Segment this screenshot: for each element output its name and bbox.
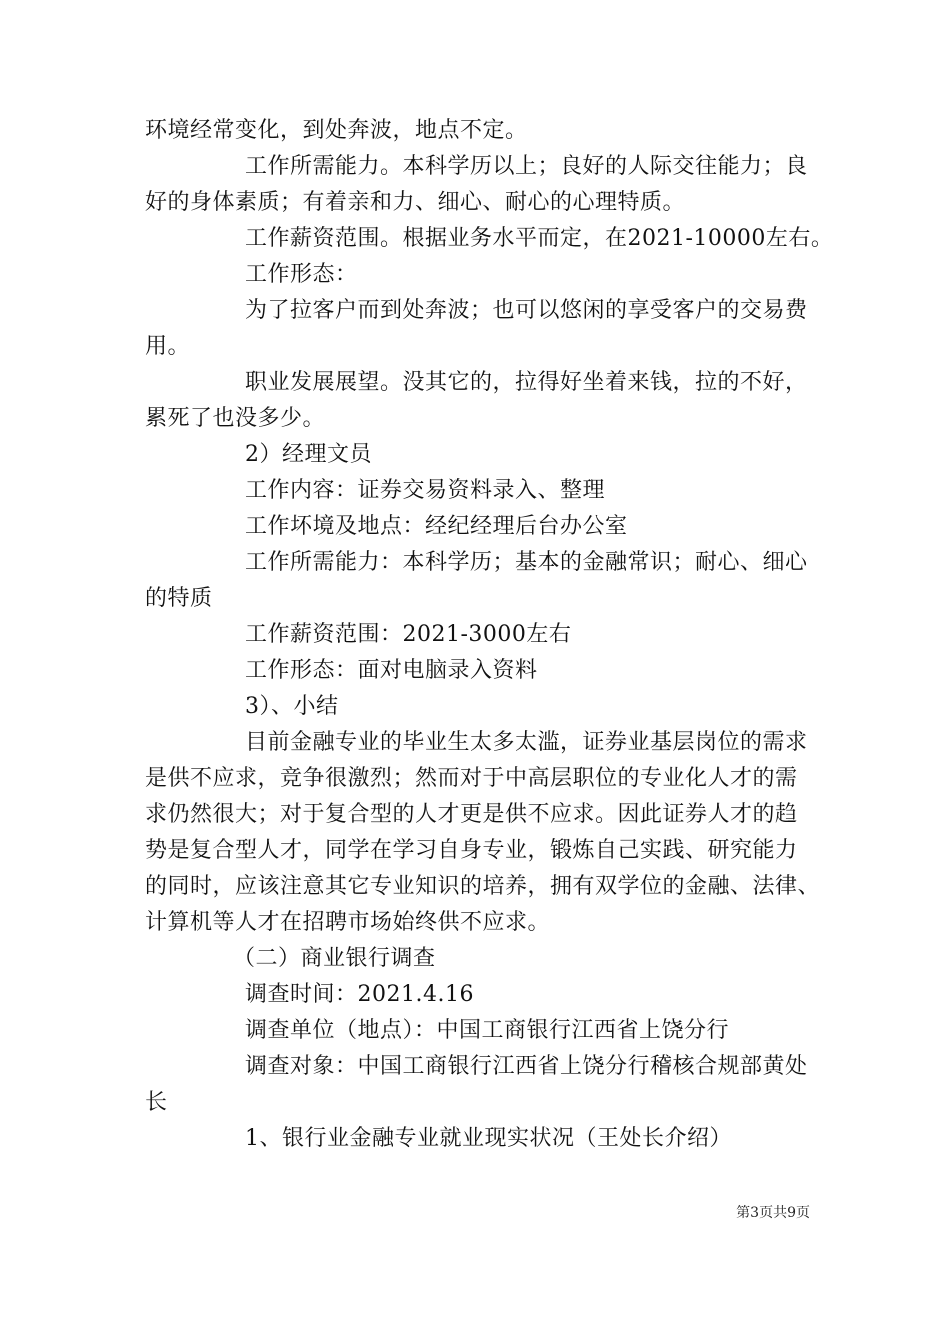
text-line: 势是复合型人才，同学在学习自身专业，锻炼自己实践、研究能力 bbox=[145, 838, 798, 863]
section-heading: 1、银行业金融专业就业现实状况（王处长介绍） bbox=[245, 1126, 732, 1151]
page-number: 第3页共9页 bbox=[736, 1205, 810, 1221]
text-line: 工作形态：面对电脑录入资料 bbox=[245, 658, 538, 683]
text-line: 职业发展展望。没其它的，拉得好坐着来钱，拉的不好， bbox=[245, 370, 808, 395]
text-line: 工作内容：证券交易资料录入、整理 bbox=[245, 478, 606, 503]
section-heading: 2）经理文员 bbox=[245, 442, 372, 467]
section-heading: 3）、小结 bbox=[245, 694, 339, 719]
text-line: 工作薪资范围：2021-3000左右 bbox=[245, 622, 572, 647]
text-line: 计算机等人才在招聘市场始终供不应求。 bbox=[145, 910, 551, 935]
text-line: 目前金融专业的毕业生太多太滥，证券业基层岗位的需求 bbox=[245, 730, 808, 755]
text-line: 工作所需能力。本科学历以上；良好的人际交往能力；良 bbox=[245, 154, 808, 179]
text-line: 环境经常变化，到处奔波，地点不定。 bbox=[145, 118, 528, 143]
text-line: 工作薪资范围。根据业务水平而定，在2021-10000左右。 bbox=[245, 226, 834, 251]
text-line: 求仍然很大；对于复合型的人才更是供不应求。因此证券人才的趋 bbox=[145, 802, 798, 827]
text-line: 调查时间：2021.4.16 bbox=[245, 982, 474, 1007]
text-line: 的特质 bbox=[145, 586, 213, 611]
text-line: 工作坏境及地点：经纪经理后台办公室 bbox=[245, 514, 628, 539]
text-line: 调查对象：中国工商银行江西省上饶分行稽核合规部黄处 bbox=[245, 1054, 808, 1079]
text-line: 的同时，应该注意其它专业知识的培养，拥有双学位的金融、法律、 bbox=[145, 874, 821, 899]
text-line: 长 bbox=[145, 1090, 168, 1115]
text-line: 工作所需能力：本科学历；基本的金融常识；耐心、细心 bbox=[245, 550, 808, 575]
document-body bbox=[145, 113, 834, 1157]
text-line: 好的身体素质；有着亲和力、细心、耐心的心理特质。 bbox=[145, 190, 686, 215]
text-line: 用。 bbox=[145, 334, 191, 359]
text-line: 累死了也没多少。 bbox=[145, 406, 326, 431]
text-line: 是供不应求，竞争很激烈；然而对于中高层职位的专业化人才的需 bbox=[145, 766, 798, 791]
section-heading: （二）商业银行调查 bbox=[233, 946, 436, 971]
text-line: 为了拉客户而到处奔波；也可以悠闲的享受客户的交易费 bbox=[245, 298, 808, 323]
text-line: 工作形态： bbox=[245, 262, 358, 287]
text-line: 调查单位（地点）：中国工商银行江西省上饶分行 bbox=[245, 1018, 730, 1043]
